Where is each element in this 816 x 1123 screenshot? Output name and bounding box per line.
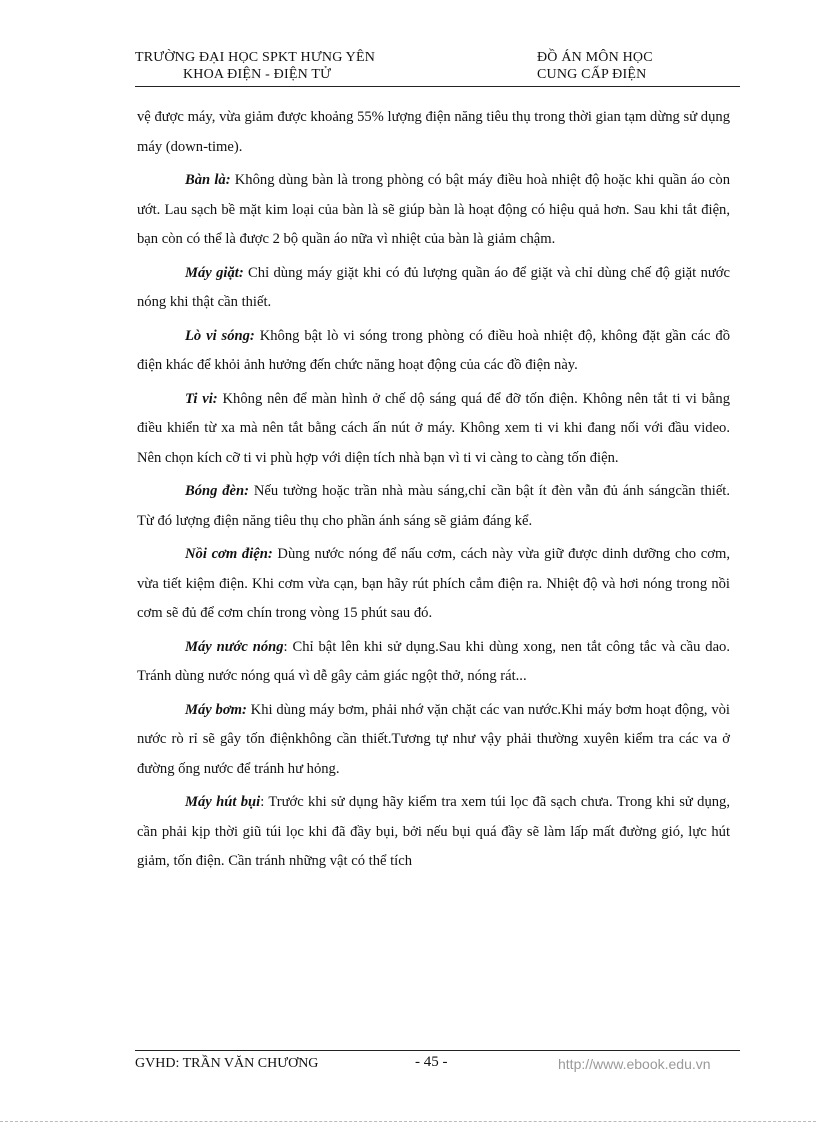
paragraph-text: Không bật lò vi sóng trong phòng có điều hoà nhiệt độ, không đặt gần các đồ điện khác để khỏi ảnh hưởng đến chức năng hoạt động của các đồ điện này. [137, 327, 730, 373]
page-header [135, 48, 740, 87]
paragraph-text: Dùng nước nóng để nấu cơm, cách này vừa giữ được dinh dưỡng cho cơm, vừa tiết kiệm điện. Khi cơm vừa cạn, bạn hãy rút phích cắm điện ra. Nhiệt độ và hơi nóng trong nồi cơm sẽ đủ để cơm chín trong vòng 15 phút sau đó. [137, 546, 730, 621]
paragraph-may-hut-bui [137, 788, 730, 877]
paragraph-noi-com-dien [137, 540, 730, 629]
paragraph-text: Nếu tường hoặc trần nhà màu sáng,chỉ cần bật ít đèn vẫn đủ ánh sángcần thiết. Từ đó lượng điện năng tiêu thụ cho phần ánh sáng sẽ giảm đáng kể. [137, 483, 731, 529]
paragraph-bong-den [137, 477, 730, 536]
paragraph-term: Máy hút bụi [185, 794, 261, 810]
paragraph-term: Bóng đèn: [185, 483, 250, 499]
document-type: ĐỒ ÁN MÔN HỌC [537, 50, 653, 65]
page-footer [135, 1050, 740, 1072]
paragraph-term: Máy giặt: [185, 264, 244, 281]
paragraph-text: : Trước khi sử dụng hãy kiểm tra xem túi lọc đã sạch chưa. Trong khi sử dụng, cần phải kịp thời giũ túi lọc khi đã đầy bụi, bởi nếu bụi quá đầy sẽ làm lấp mất đường gió, lực hút giảm, tốn điện. Cần tránh những vật có thể tích [137, 794, 730, 869]
paragraph-text: Khi dùng máy bơm, phải nhớ vặn chặt các van nước.Khi máy bơm hoạt động, vòi nước rò rỉ sẽ gây tốn điệnkhông cần thiết.Tương tự như vậy phải thường xuyên kiểm tra các va ở đường ống nước để tránh hư hỏng. [137, 701, 730, 777]
document-body [137, 103, 730, 881]
advisor-label: GVHD: TRẦN VĂN CHƯƠNG [135, 1056, 319, 1071]
paragraph-text: vệ được máy, vừa giảm được khoảng 55% lượng điện năng tiêu thụ trong thời gian tạm dừng sử dụng máy (down-time). [137, 109, 730, 155]
paragraph-text: Không nên để màn hình ở chế dộ sáng quá để đỡ tốn điện. Không nên tắt ti vi bằng điều khiển từ xa mà nên tắt bằng cách ấn nút ở máy. Không xem ti vi khi đang nối với đầu video. Nên chọn kích cỡ ti vi phù hợp với diện tích nhà bạn vì ti vi càng to càng tốn điện. [137, 390, 731, 466]
paragraph-lo-vi-song [137, 322, 730, 381]
paragraph-text: Không dùng bàn là trong phòng có bật máy điều hoà nhiệt độ hoặc khi quần áo còn ướt. Lau sạch bề mặt kim loại của bàn là sẽ giúp bàn là hoạt động có hiệu quả hơn. Sau khi tắt điện, bạn còn có thể là được 2 bộ quần áo nữa vì nhiệt của bàn là giảm chậm. [137, 172, 730, 247]
watermark-url: http://www.ebook.edu.vn [558, 1056, 711, 1072]
paragraph-term: Bàn là: [185, 172, 231, 188]
paragraph-may-giat [137, 259, 730, 318]
paragraph-term: Nồi cơm điện: [185, 546, 273, 562]
paragraph-term: Lò vi sóng: [185, 327, 255, 344]
paragraph-term: Máy bơm: [185, 701, 247, 718]
paragraph-text: Chỉ dùng máy giặt khi có đủ lượng quần áo để giặt và chỉ dùng chế độ giặt nước nóng khi thật cần thiết. [137, 264, 730, 310]
page-bottom-divider [0, 1121, 816, 1122]
paragraph-ban-la [137, 166, 730, 255]
paragraph-may-bom [137, 696, 730, 785]
page-number: - 45 - [415, 1054, 448, 1070]
subject-name: CUNG CẤP ĐIỆN [537, 67, 647, 82]
paragraph-text: : Chỉ bật lên khi sử dụng.Sau khi dùng xong, nen tắt công tắc và cầu dao. Tránh dùng nước nóng quá vì dễ gây cảm giác ngột thở, nóng rát... [137, 638, 730, 684]
paragraph-ti-vi [137, 385, 730, 474]
faculty-name: KHOA ĐIỆN - ĐIỆN TỬ [183, 67, 332, 82]
paragraph-may-nuoc-nong [137, 633, 730, 692]
paragraph-continuation [137, 103, 730, 162]
paragraph-term: Ti vi: [185, 390, 218, 407]
paragraph-term: Máy nước nóng [185, 638, 284, 655]
school-name: TRƯỜNG ĐẠI HỌC SPKT HƯNG YÊN [135, 50, 376, 65]
